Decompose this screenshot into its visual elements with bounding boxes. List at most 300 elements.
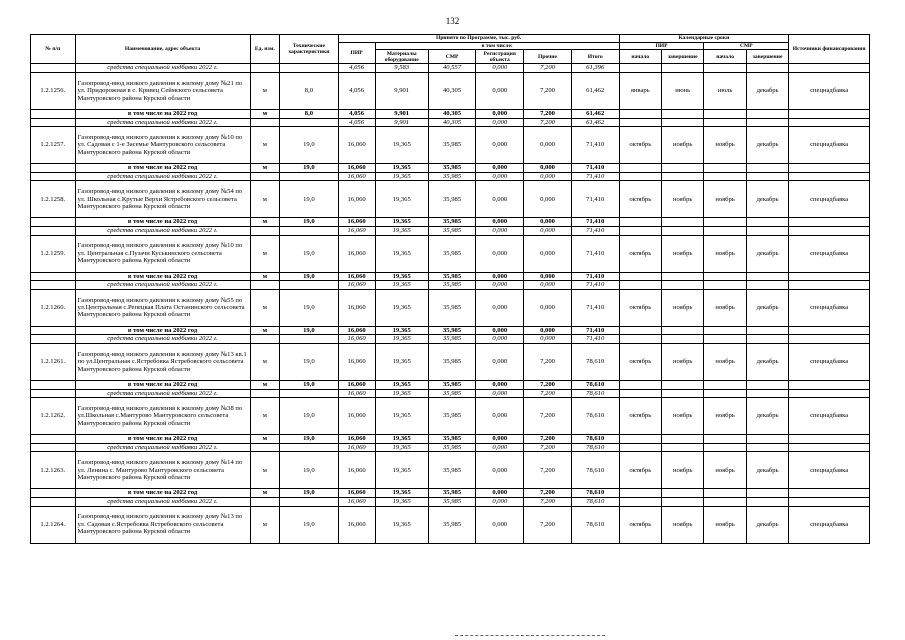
item-number: 1.2.1258. bbox=[31, 181, 76, 218]
item-number: 1.2.1261. bbox=[31, 343, 76, 380]
subtotal-row bbox=[31, 380, 870, 389]
registration-cell: 0,000 bbox=[476, 64, 524, 73]
empty-cell bbox=[789, 281, 870, 290]
header-cal-pir: ПИР bbox=[619, 43, 704, 50]
table-header bbox=[31, 35, 870, 64]
special-label: средства специальной надбавки 2022 г. bbox=[75, 64, 250, 73]
registration-cell: 0,000 bbox=[476, 398, 524, 435]
smr-start-cell: ноябрь bbox=[704, 127, 746, 164]
smr-cell: 35,985 bbox=[428, 226, 476, 235]
smr-start-cell: ноябрь bbox=[704, 398, 746, 435]
registration-cell: 0,000 bbox=[476, 343, 524, 380]
materials-cell: 19,365 bbox=[375, 181, 428, 218]
empty-cell bbox=[280, 497, 338, 506]
registration-cell: 0,000 bbox=[476, 435, 524, 444]
empty-cell bbox=[662, 110, 704, 119]
empty-cell bbox=[619, 389, 661, 398]
empty-cell bbox=[662, 218, 704, 227]
empty-cell bbox=[704, 380, 746, 389]
empty-cell bbox=[704, 64, 746, 73]
empty-cell bbox=[619, 118, 661, 127]
total-cell: 78,610 bbox=[571, 343, 619, 380]
empty-cell bbox=[789, 335, 870, 344]
empty-cell bbox=[704, 489, 746, 498]
other-cell: 7,200 bbox=[524, 110, 572, 119]
pir-cell: 4,056 bbox=[338, 118, 375, 127]
smr-start-cell: ноябрь bbox=[704, 452, 746, 489]
table-row bbox=[31, 181, 870, 218]
empty-cell bbox=[280, 226, 338, 235]
header-calendar: Календарные сроки bbox=[619, 35, 789, 43]
empty-cell bbox=[619, 272, 661, 281]
empty-cell bbox=[746, 218, 788, 227]
empty-cell bbox=[662, 326, 704, 335]
registration-cell: 0,000 bbox=[476, 226, 524, 235]
other-cell: 0,000 bbox=[524, 335, 572, 344]
smr-start-cell: ноябрь bbox=[704, 235, 746, 272]
empty-cell bbox=[31, 226, 76, 235]
pir-cell: 16,060 bbox=[338, 380, 375, 389]
total-cell: 78,610 bbox=[571, 443, 619, 452]
special-allowance-row bbox=[31, 281, 870, 290]
header-registration: Регистрация объекта bbox=[476, 50, 524, 64]
materials-cell: 19,365 bbox=[375, 398, 428, 435]
empty-cell bbox=[662, 435, 704, 444]
special-allowance-row bbox=[31, 335, 870, 344]
pir-start-cell: октябрь bbox=[619, 506, 661, 543]
empty-cell bbox=[662, 281, 704, 290]
smr-start-cell: ноябрь bbox=[704, 506, 746, 543]
program-table bbox=[30, 34, 870, 544]
smr-cell: 35,985 bbox=[428, 272, 476, 281]
other-cell: 7,200 bbox=[524, 435, 572, 444]
empty-cell bbox=[704, 281, 746, 290]
empty-cell bbox=[789, 226, 870, 235]
empty-cell bbox=[789, 326, 870, 335]
unit-cell: м bbox=[250, 452, 280, 489]
registration-cell: 0,000 bbox=[476, 127, 524, 164]
special-label: средства специальной надбавки 2022 г. bbox=[75, 389, 250, 398]
empty-cell bbox=[619, 443, 661, 452]
smr-cell: 35,985 bbox=[428, 452, 476, 489]
materials-cell: 19,365 bbox=[375, 235, 428, 272]
unit-cell: м bbox=[250, 289, 280, 326]
other-cell: 7,200 bbox=[524, 497, 572, 506]
empty-cell bbox=[704, 172, 746, 181]
registration-cell: 0,000 bbox=[476, 218, 524, 227]
pir-cell: 16,060 bbox=[338, 435, 375, 444]
unit-cell: м bbox=[250, 506, 280, 543]
smr-cell: 35,985 bbox=[428, 380, 476, 389]
special-allowance-row bbox=[31, 64, 870, 73]
empty-cell bbox=[250, 281, 280, 290]
smr-cell: 35,985 bbox=[428, 497, 476, 506]
empty-cell bbox=[746, 172, 788, 181]
pir-cell: 16,060 bbox=[338, 281, 375, 290]
materials-cell: 19,365 bbox=[375, 172, 428, 181]
empty-cell bbox=[619, 218, 661, 227]
materials-cell: 9,901 bbox=[375, 118, 428, 127]
empty-cell bbox=[704, 435, 746, 444]
materials-cell: 19,365 bbox=[375, 218, 428, 227]
empty-cell bbox=[250, 118, 280, 127]
total-cell: 71,410 bbox=[571, 289, 619, 326]
materials-cell: 19,365 bbox=[375, 497, 428, 506]
header-including: в том числе: bbox=[375, 43, 619, 50]
empty-cell bbox=[789, 64, 870, 73]
empty-cell bbox=[789, 389, 870, 398]
empty-cell bbox=[704, 272, 746, 281]
empty-cell bbox=[789, 172, 870, 181]
special-allowance-row bbox=[31, 118, 870, 127]
materials-cell: 19,365 bbox=[375, 343, 428, 380]
table-row bbox=[31, 235, 870, 272]
unit-cell: м bbox=[250, 127, 280, 164]
registration-cell: 0,000 bbox=[476, 272, 524, 281]
pir-cell: 16,060 bbox=[338, 326, 375, 335]
smr-cell: 40,305 bbox=[428, 118, 476, 127]
empty-cell bbox=[662, 389, 704, 398]
subtotal-label: в том числе на 2022 год bbox=[75, 110, 250, 119]
pir-end-cell: ноябрь bbox=[662, 181, 704, 218]
pir-end-cell: ноябрь bbox=[662, 235, 704, 272]
empty-cell bbox=[746, 380, 788, 389]
header-accepted: Принято по Программе, тыс. руб. bbox=[338, 35, 619, 43]
empty-cell bbox=[704, 226, 746, 235]
empty-cell bbox=[31, 380, 76, 389]
other-cell: 7,200 bbox=[524, 452, 572, 489]
pir-cell: 16,060 bbox=[338, 335, 375, 344]
total-cell: 78,610 bbox=[571, 452, 619, 489]
pir-cell: 16,060 bbox=[338, 172, 375, 181]
other-cell: 7,200 bbox=[524, 489, 572, 498]
item-name: Газопровод-ввод низкого давления к жилому дому №13 по ул. Садовая с.Ястребовка Ястребовского сельсовета Мантуровского района Курской области bbox=[75, 506, 250, 543]
empty-cell bbox=[31, 281, 76, 290]
item-name: Газопровод-ввод низкого давления к жилому дому №10 по ул. Центральная с.Пузачи Куськинского сельсовета Мантуровского района Курской области bbox=[75, 235, 250, 272]
other-cell: 0,000 bbox=[524, 226, 572, 235]
pir-start-cell: октябрь bbox=[619, 343, 661, 380]
total-cell: 61,462 bbox=[571, 73, 619, 110]
smr-end-cell: декабрь bbox=[746, 181, 788, 218]
pir-cell: 16,060 bbox=[338, 489, 375, 498]
materials-cell: 19,365 bbox=[375, 452, 428, 489]
empty-cell bbox=[746, 164, 788, 173]
header-materials: Материалы оборудование bbox=[375, 50, 428, 64]
total-cell: 71,410 bbox=[571, 272, 619, 281]
materials-cell: 19,365 bbox=[375, 272, 428, 281]
empty-cell bbox=[280, 443, 338, 452]
subtotal-row bbox=[31, 164, 870, 173]
empty-cell bbox=[704, 443, 746, 452]
empty-cell bbox=[662, 172, 704, 181]
pir-cell: 16,060 bbox=[338, 343, 375, 380]
empty-cell bbox=[789, 380, 870, 389]
empty-cell bbox=[31, 218, 76, 227]
smr-cell: 35,985 bbox=[428, 181, 476, 218]
pir-cell: 16,060 bbox=[338, 164, 375, 173]
header-unit: Ед. изм. bbox=[250, 35, 280, 64]
empty-cell bbox=[789, 272, 870, 281]
empty-cell bbox=[746, 489, 788, 498]
total-cell: 71,410 bbox=[571, 218, 619, 227]
total-cell: 61,462 bbox=[571, 110, 619, 119]
other-cell: 7,200 bbox=[524, 398, 572, 435]
tech-cell: 19,0 bbox=[280, 326, 338, 335]
empty-cell bbox=[704, 218, 746, 227]
unit-cell: м bbox=[250, 326, 280, 335]
total-cell: 71,410 bbox=[571, 164, 619, 173]
subtotal-label: в том числе на 2022 год bbox=[75, 272, 250, 281]
smr-start-cell: ноябрь bbox=[704, 181, 746, 218]
materials-cell: 19,365 bbox=[375, 289, 428, 326]
subtotal-label: в том числе на 2022 год bbox=[75, 218, 250, 227]
other-cell: 7,200 bbox=[524, 506, 572, 543]
empty-cell bbox=[250, 389, 280, 398]
pir-end-cell: ноябрь bbox=[662, 343, 704, 380]
other-cell: 0,000 bbox=[524, 218, 572, 227]
total-cell: 78,610 bbox=[571, 389, 619, 398]
empty-cell bbox=[250, 443, 280, 452]
materials-cell: 19,365 bbox=[375, 489, 428, 498]
table-row bbox=[31, 398, 870, 435]
unit-cell: м bbox=[250, 398, 280, 435]
materials-cell: 9,901 bbox=[375, 73, 428, 110]
smr-end-cell: декабрь bbox=[746, 289, 788, 326]
empty-cell bbox=[250, 226, 280, 235]
materials-cell: 19,365 bbox=[375, 506, 428, 543]
empty-cell bbox=[704, 497, 746, 506]
smr-cell: 35,985 bbox=[428, 235, 476, 272]
source-cell: спецнадбавка bbox=[789, 181, 870, 218]
pir-end-cell: ноябрь bbox=[662, 289, 704, 326]
empty-cell bbox=[746, 272, 788, 281]
smr-cell: 35,985 bbox=[428, 289, 476, 326]
other-cell: 0,000 bbox=[524, 164, 572, 173]
materials-cell: 9,583 bbox=[375, 64, 428, 73]
source-cell: спецнадбавка bbox=[789, 289, 870, 326]
materials-cell: 9,901 bbox=[375, 110, 428, 119]
tech-cell: 19,0 bbox=[280, 181, 338, 218]
table-row bbox=[31, 127, 870, 164]
item-name: Газопровод-ввод низкого давления к жилому дому №13 кв.1 по ул.Центральная с.Ястребовка Ястребовского сельсовета Мантуровского района Курской области bbox=[75, 343, 250, 380]
smr-end-cell: декабрь bbox=[746, 343, 788, 380]
empty-cell bbox=[280, 64, 338, 73]
special-label: средства специальной надбавки 2022 г. bbox=[75, 226, 250, 235]
empty-cell bbox=[619, 435, 661, 444]
empty-cell bbox=[662, 380, 704, 389]
empty-cell bbox=[746, 326, 788, 335]
smr-cell: 35,985 bbox=[428, 398, 476, 435]
smr-cell: 40,305 bbox=[428, 110, 476, 119]
pir-cell: 4,056 bbox=[338, 110, 375, 119]
empty-cell bbox=[619, 281, 661, 290]
header-pir-start: начало bbox=[619, 50, 661, 64]
pir-end-cell: ноябрь bbox=[662, 506, 704, 543]
empty-cell bbox=[746, 226, 788, 235]
empty-cell bbox=[704, 389, 746, 398]
special-allowance-row bbox=[31, 226, 870, 235]
unit-cell: м bbox=[250, 181, 280, 218]
unit-cell: м bbox=[250, 489, 280, 498]
table-row bbox=[31, 73, 870, 110]
registration-cell: 0,000 bbox=[476, 489, 524, 498]
smr-end-cell: декабрь bbox=[746, 452, 788, 489]
empty-cell bbox=[662, 64, 704, 73]
pir-cell: 4,056 bbox=[338, 64, 375, 73]
source-cell: спецнадбавка bbox=[789, 343, 870, 380]
empty-cell bbox=[746, 497, 788, 506]
unit-cell: м bbox=[250, 73, 280, 110]
total-cell: 71,410 bbox=[571, 326, 619, 335]
empty-cell bbox=[619, 172, 661, 181]
tech-cell: 19,0 bbox=[280, 506, 338, 543]
pir-cell: 16,060 bbox=[338, 506, 375, 543]
item-name: Газопровод-ввод низкого давления к жилому дому №10 по ул. Садовая с 1-е Засемье Мантуровского сельсовета Мантуровского района Курской области bbox=[75, 127, 250, 164]
smr-cell: 35,985 bbox=[428, 435, 476, 444]
special-allowance-row bbox=[31, 172, 870, 181]
smr-end-cell: декабрь bbox=[746, 127, 788, 164]
registration-cell: 0,000 bbox=[476, 164, 524, 173]
empty-cell bbox=[789, 489, 870, 498]
pir-cell: 4,056 bbox=[338, 73, 375, 110]
item-number: 1.2.1259. bbox=[31, 235, 76, 272]
smr-end-cell: декабрь bbox=[746, 73, 788, 110]
empty-cell bbox=[619, 335, 661, 344]
materials-cell: 19,365 bbox=[375, 164, 428, 173]
empty-cell bbox=[704, 326, 746, 335]
materials-cell: 19,365 bbox=[375, 281, 428, 290]
empty-cell bbox=[662, 497, 704, 506]
header-pir-end: завершение bbox=[662, 50, 704, 64]
smr-start-cell: ноябрь bbox=[704, 289, 746, 326]
empty-cell bbox=[789, 164, 870, 173]
pir-cell: 16,060 bbox=[338, 181, 375, 218]
empty-cell bbox=[250, 497, 280, 506]
tech-cell: 19,0 bbox=[280, 398, 338, 435]
pir-start-cell: октябрь bbox=[619, 398, 661, 435]
smr-cell: 40,305 bbox=[428, 73, 476, 110]
tech-cell: 8,0 bbox=[280, 110, 338, 119]
item-name: Газопровод-ввод низкого давления к жилому дому №54 по ул. Школьная с.Крутые Верхи Ястребовского сельсовета Мантуровского района Курской области bbox=[75, 181, 250, 218]
empty-cell bbox=[250, 64, 280, 73]
other-cell: 0,000 bbox=[524, 235, 572, 272]
smr-cell: 35,985 bbox=[428, 281, 476, 290]
pir-cell: 16,060 bbox=[338, 389, 375, 398]
header-total: Итого bbox=[571, 50, 619, 64]
total-cell: 78,610 bbox=[571, 398, 619, 435]
total-cell: 71,410 bbox=[571, 226, 619, 235]
empty-cell bbox=[31, 326, 76, 335]
item-number: 1.2.1256. bbox=[31, 73, 76, 110]
tech-cell: 19,0 bbox=[280, 218, 338, 227]
empty-cell bbox=[619, 326, 661, 335]
smr-cell: 35,985 bbox=[428, 164, 476, 173]
smr-cell: 35,985 bbox=[428, 335, 476, 344]
empty-cell bbox=[746, 335, 788, 344]
empty-cell bbox=[789, 218, 870, 227]
source-cell: спецнадбавка bbox=[789, 506, 870, 543]
other-cell: 7,200 bbox=[524, 343, 572, 380]
empty-cell bbox=[619, 497, 661, 506]
empty-cell bbox=[619, 110, 661, 119]
pir-cell: 16,060 bbox=[338, 398, 375, 435]
registration-cell: 0,000 bbox=[476, 110, 524, 119]
pir-start-cell: октябрь bbox=[619, 452, 661, 489]
total-cell: 71,410 bbox=[571, 181, 619, 218]
empty-cell bbox=[662, 118, 704, 127]
empty-cell bbox=[662, 489, 704, 498]
other-cell: 7,200 bbox=[524, 118, 572, 127]
page-number: 132 bbox=[445, 16, 460, 26]
pir-cell: 16,060 bbox=[338, 218, 375, 227]
empty-cell bbox=[789, 443, 870, 452]
materials-cell: 19,365 bbox=[375, 443, 428, 452]
tech-cell: 19,0 bbox=[280, 164, 338, 173]
subtotal-row bbox=[31, 489, 870, 498]
registration-cell: 0,000 bbox=[476, 506, 524, 543]
materials-cell: 19,365 bbox=[375, 127, 428, 164]
subtotal-row bbox=[31, 435, 870, 444]
empty-cell bbox=[789, 435, 870, 444]
header-other: Прочие bbox=[524, 50, 572, 64]
registration-cell: 0,000 bbox=[476, 452, 524, 489]
unit-cell: м bbox=[250, 272, 280, 281]
empty-cell bbox=[746, 281, 788, 290]
pir-cell: 16,060 bbox=[338, 289, 375, 326]
registration-cell: 0,000 bbox=[476, 181, 524, 218]
table-row bbox=[31, 452, 870, 489]
smr-cell: 35,985 bbox=[428, 218, 476, 227]
empty-cell bbox=[31, 164, 76, 173]
total-cell: 78,610 bbox=[571, 506, 619, 543]
registration-cell: 0,000 bbox=[476, 235, 524, 272]
empty-cell bbox=[31, 272, 76, 281]
registration-cell: 0,000 bbox=[476, 281, 524, 290]
empty-cell bbox=[662, 226, 704, 235]
other-cell: 0,000 bbox=[524, 281, 572, 290]
total-cell: 71,410 bbox=[571, 335, 619, 344]
total-cell: 78,610 bbox=[571, 380, 619, 389]
table-row bbox=[31, 506, 870, 543]
pir-start-cell: октябрь bbox=[619, 289, 661, 326]
tech-cell: 19,0 bbox=[280, 289, 338, 326]
empty-cell bbox=[746, 435, 788, 444]
empty-cell bbox=[31, 389, 76, 398]
empty-cell bbox=[250, 172, 280, 181]
pir-cell: 16,060 bbox=[338, 127, 375, 164]
total-cell: 78,610 bbox=[571, 435, 619, 444]
table-body bbox=[31, 64, 870, 543]
item-name: Газопровод-ввод низкого давления к жилому дому №21 по ул. Придорожная в с. Кривец Сеймского сельсовета Мантуровского района Курской области bbox=[75, 73, 250, 110]
total-cell: 61,396 bbox=[571, 64, 619, 73]
special-allowance-row bbox=[31, 443, 870, 452]
unit-cell: м bbox=[250, 218, 280, 227]
header-smr-end: завершение bbox=[746, 50, 788, 64]
empty-cell bbox=[746, 443, 788, 452]
empty-cell bbox=[662, 272, 704, 281]
empty-cell bbox=[280, 172, 338, 181]
header-name: Наименование, адрес объекта bbox=[75, 35, 250, 64]
item-number: 1.2.1260. bbox=[31, 289, 76, 326]
registration-cell: 0,000 bbox=[476, 172, 524, 181]
materials-cell: 19,365 bbox=[375, 335, 428, 344]
registration-cell: 0,000 bbox=[476, 443, 524, 452]
unit-cell: м bbox=[250, 343, 280, 380]
materials-cell: 19,365 bbox=[375, 380, 428, 389]
header-no: № п/п bbox=[31, 35, 76, 64]
special-label: средства специальной надбавки 2022 г. bbox=[75, 443, 250, 452]
pir-end-cell: июнь bbox=[662, 73, 704, 110]
